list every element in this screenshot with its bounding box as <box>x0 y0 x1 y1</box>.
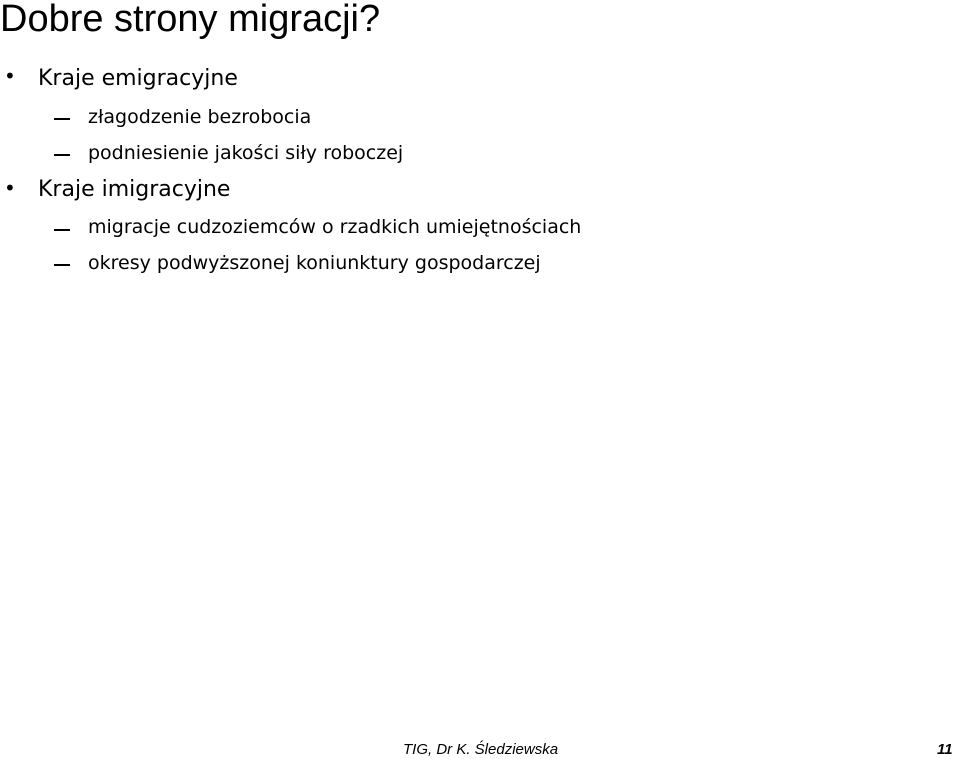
page-number: 11 <box>937 741 953 758</box>
dash-icon <box>54 229 70 231</box>
bullet-icon: • <box>4 176 16 200</box>
footer-author: TIG, Dr K. Śledziewska <box>403 741 559 758</box>
slide-title: Dobre strony migracji? <box>0 0 381 40</box>
dash-icon <box>54 264 70 266</box>
list-item: okresy podwyższonej koniunktury gospodarczej <box>88 252 541 274</box>
bullet-icon: • <box>4 64 16 88</box>
section-heading: Kraje emigracyjne <box>38 66 238 91</box>
list-item: podniesienie jakości siły roboczej <box>88 142 404 164</box>
section-heading: Kraje imigracyjne <box>38 177 231 202</box>
dash-icon <box>54 118 70 120</box>
list-item: złagodzenie bezrobocia <box>88 106 312 128</box>
dash-icon <box>54 154 70 156</box>
list-item: migracje cudzoziemców o rzadkich umiejętnościach <box>88 216 582 238</box>
